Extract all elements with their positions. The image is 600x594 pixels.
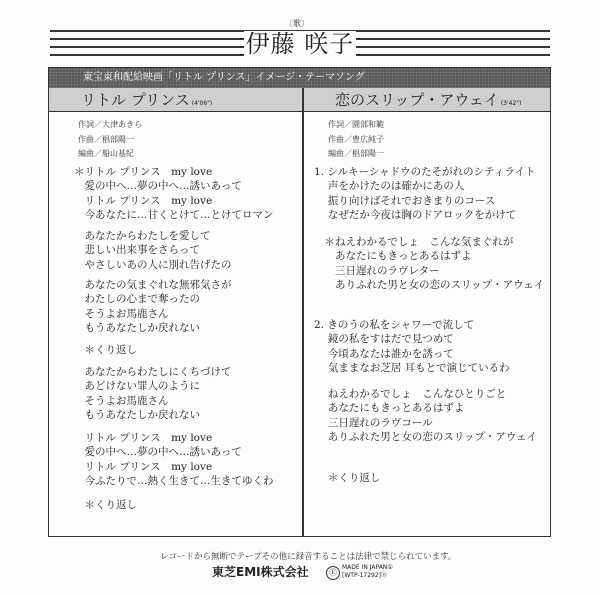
song-duration: (3'42")	[500, 100, 522, 107]
lyric-line: もうあなたしか戻れない	[74, 409, 200, 421]
catalog-info	[342, 564, 393, 580]
lyric-line: ＊くり返し	[314, 471, 381, 484]
stanza	[314, 387, 537, 445]
arranger: 編曲／椙部陽一	[328, 149, 384, 158]
lyric-line: 気ままなお芝居 耳もとで演じているわ	[314, 362, 510, 374]
credits	[78, 118, 142, 162]
copyright-notice: レコードから無断でテープその他に録音することは法律で禁じられています。	[160, 552, 457, 562]
lyric-line: あどけない罪人のように	[74, 380, 200, 392]
lyric-line: 三日遅れのラヴレター	[314, 264, 440, 277]
lyric-line: ＊くり返し	[74, 343, 137, 356]
composer: 作曲／椙部陽一	[78, 134, 134, 144]
lyric-line: なぜだか今夜は胸のドアロックをかけて	[314, 209, 517, 221]
lyric-line: ねえわかるでしょ こんなひとりごと	[314, 387, 507, 400]
lyric-line: 悲しい出来事をさらって	[74, 244, 200, 256]
lyricist: 作詞／大津あきら	[78, 120, 142, 129]
lyric-line: あなたからわたしにくちづけて	[74, 365, 232, 378]
lyric-line: あなたにもきっとあるはずよ	[314, 402, 465, 414]
lyric-line: 三日遅れのラヴコール	[314, 416, 433, 429]
lyric-line: 2. きのうの私をシャワーで流して	[314, 318, 475, 331]
lyric-line: もうあなたしか戻れない	[74, 322, 200, 334]
song-title-2	[303, 88, 550, 112]
stanza	[74, 229, 232, 273]
stanza	[314, 165, 536, 223]
arranger: 編曲／船山基紀	[78, 149, 134, 158]
lyric-line: リトル プリンス my love	[74, 194, 213, 207]
stanza	[74, 278, 232, 336]
lyric-line: 今ふたりで…熱く生きて…生きてゆくわ	[74, 475, 274, 487]
lyric-line: 今あなたに…甘くとけて…とけてロマン	[74, 209, 274, 221]
stanza	[314, 471, 380, 486]
stanza	[314, 318, 510, 376]
stanza	[74, 431, 274, 489]
lyric-line: 1. シルキーシャドウのたそがれのシティライト	[314, 165, 536, 178]
stanza	[74, 498, 137, 513]
singer-tag: 〔歌〕	[285, 19, 309, 28]
made-in: MADE IN JAPAN①	[342, 564, 393, 571]
catalog-number: [WTP-17292]Ⓑ	[342, 572, 388, 579]
lyric-line: 鏡の私をすはだで見つめて	[314, 333, 454, 345]
lyric-line: ＊ねえわかるでしょ こんな気まぐれが	[314, 235, 514, 248]
song-title-text: リトル プリンス	[81, 91, 190, 109]
stanza	[314, 235, 544, 293]
lyric-line: 声をかけたのは確かにあの人	[314, 180, 465, 192]
lyrics-box	[48, 67, 551, 537]
lyric-line: わたしの心まで奪ったの	[74, 293, 200, 305]
lyric-line: 愛の中へ…夢の中へ…誘いあって	[74, 446, 242, 458]
column-divider	[302, 88, 304, 536]
lyric-line: あなたからわたしを愛して	[74, 229, 211, 242]
lyric-line: 振り向けばそれでおきまりのコース	[314, 194, 496, 207]
song-duration: (4'06")	[191, 100, 213, 107]
lyric-line: あなたの気まぐれな無邪気さが	[74, 278, 232, 291]
stanza	[74, 343, 137, 358]
lyric-line: ＊くり返し	[74, 498, 137, 511]
lyric-line: やさしいあの人に別れ告げたの	[74, 258, 232, 271]
song-title-1	[49, 88, 303, 112]
credits	[328, 118, 384, 162]
movie-band: 東宝東和配給映画「リトル プリンス」イメージ・テーマソング	[49, 68, 550, 88]
label-logo: Ⓔ	[326, 566, 340, 580]
lyricist: 作詞／園部和範	[328, 120, 384, 129]
stanza	[74, 165, 274, 223]
lyric-line: そうよお馬鹿さん	[74, 307, 169, 320]
lyric-line: リトル プリンス my love	[74, 431, 213, 444]
lyric-line: 今頃あなたは誰かを誘って	[314, 347, 454, 360]
composer: 作曲／豊広純子	[328, 134, 384, 144]
lyric-line: ＊リトル プリンス my love	[74, 165, 213, 178]
lyric-line: リトル プリンス my love	[74, 460, 213, 473]
lyric-line: 愛の中へ…夢の中へ…誘いあって	[74, 180, 242, 192]
lyric-line: そうよお馬鹿さん	[74, 394, 169, 407]
lyric-line: あなたにもきっとあるはずよ	[314, 250, 472, 262]
lyric-line: ありふれた男と女の恋のスリップ・アウェイ	[314, 431, 537, 443]
stanza	[74, 365, 231, 423]
lyric-line: ありふれた男と女の恋のスリップ・アウェイ	[314, 279, 545, 291]
song-title-text: 恋のスリップ・アウェイ	[335, 91, 499, 109]
company-name: 東芝EMI株式会社	[212, 565, 309, 579]
singer-name: 伊藤 咲子	[245, 30, 355, 58]
